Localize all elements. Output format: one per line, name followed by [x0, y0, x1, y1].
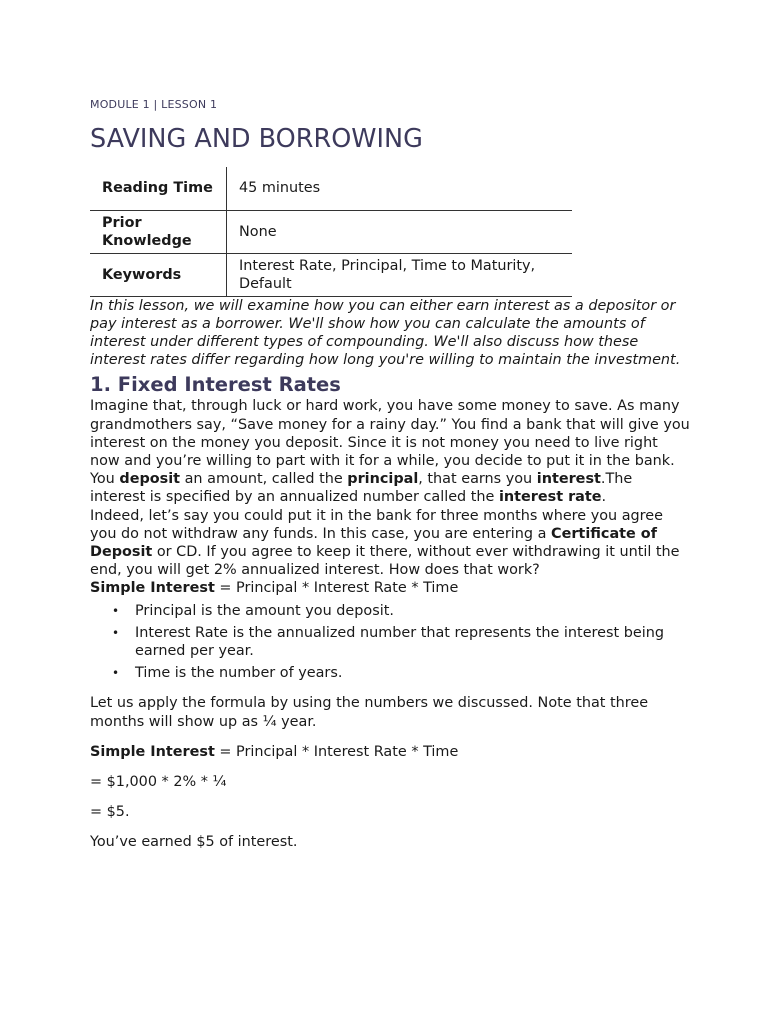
meta-key: Keywords — [90, 253, 227, 296]
calc-line: = $5. — [90, 804, 130, 821]
table-row — [90, 167, 572, 210]
term-interest-rate: interest rate — [498, 489, 602, 506]
meta-key: Prior Knowledge — [90, 210, 227, 253]
text-run: Imagine that, through luck or hard work, you have some money to save. As many grandmothers say, “Save money for a rainy day.” You find a bank that will give you interest on the money you deposit. Since it is not money you need to live right now and you’re willing to part with it for a while, you decide to put it in the bank. You — [90, 398, 690, 488]
meta-key: Reading Time — [90, 167, 227, 210]
formula-line — [90, 743, 690, 761]
page-title: SAVING AND BORROWING — [90, 124, 423, 154]
formula-line — [90, 579, 690, 597]
text-run: , that earns you — [418, 471, 537, 488]
term-cd: Certificate of Deposit — [90, 525, 657, 560]
text-run: . — [601, 489, 607, 506]
bullet-list — [90, 602, 690, 683]
table-row — [90, 253, 572, 296]
formula-text: = Principal * Interest Rate * Time — [214, 743, 459, 760]
section-heading: 1. Fixed Interest Rates — [90, 373, 341, 397]
text-run: Indeed, let’s say you could put it in the bank for three months where you agree you do not withdraw any funds. In this case, you are entering a — [90, 507, 663, 542]
text-run: an amount, called the — [180, 471, 348, 488]
intro-paragraph: In this lesson, we will examine how you can either earn interest as a depositor or pay interest as a borrower. We'll show how you can calculate the amounts of interest under different types of compounding. We'll also discuss how these interest rates differ regarding how long you're willing to maintain the investment. — [90, 297, 681, 369]
lesson-meta-table — [90, 167, 572, 297]
term-principal: principal — [347, 471, 419, 488]
conclusion-line: You’ve earned $5 of interest. — [90, 834, 298, 851]
term-deposit: deposit — [119, 471, 181, 488]
formula-text: = Principal * Interest Rate * Time — [214, 580, 459, 597]
text-run: or CD. If you agree to keep it there, without ever withdrawing it until the end, you will get 2% annualized interest. How does that work? — [90, 543, 680, 579]
table-row — [90, 210, 572, 253]
calc-line: = $1,000 * 2% * ¼ — [90, 773, 227, 790]
formula-label: Simple Interest — [90, 580, 215, 597]
list-item: • Principal is the amount you deposit. — [90, 602, 690, 620]
lesson-content — [90, 98, 690, 852]
meta-value: Interest Rate, Principal, Time to Maturity, Default — [227, 253, 573, 296]
body-paragraph — [90, 397, 690, 506]
list-item: • Interest Rate is the annualized number that represents the interest being earned per year. — [90, 624, 690, 660]
list-item: • Time is the number of years. — [90, 664, 690, 682]
body-paragraph: Let us apply the formula by using the numbers we discussed. Note that three months will show up as ¼ year. — [90, 695, 649, 730]
meta-value: 45 minutes — [227, 167, 573, 210]
module-label: MODULE 1 | LESSON 1 — [90, 98, 218, 111]
meta-value: None — [227, 210, 573, 253]
term-interest: interest — [536, 471, 601, 488]
text-run: .The interest is specified by an annualized number called the — [90, 471, 633, 506]
formula-label: Simple Interest — [90, 743, 215, 760]
body-paragraph — [90, 507, 690, 580]
